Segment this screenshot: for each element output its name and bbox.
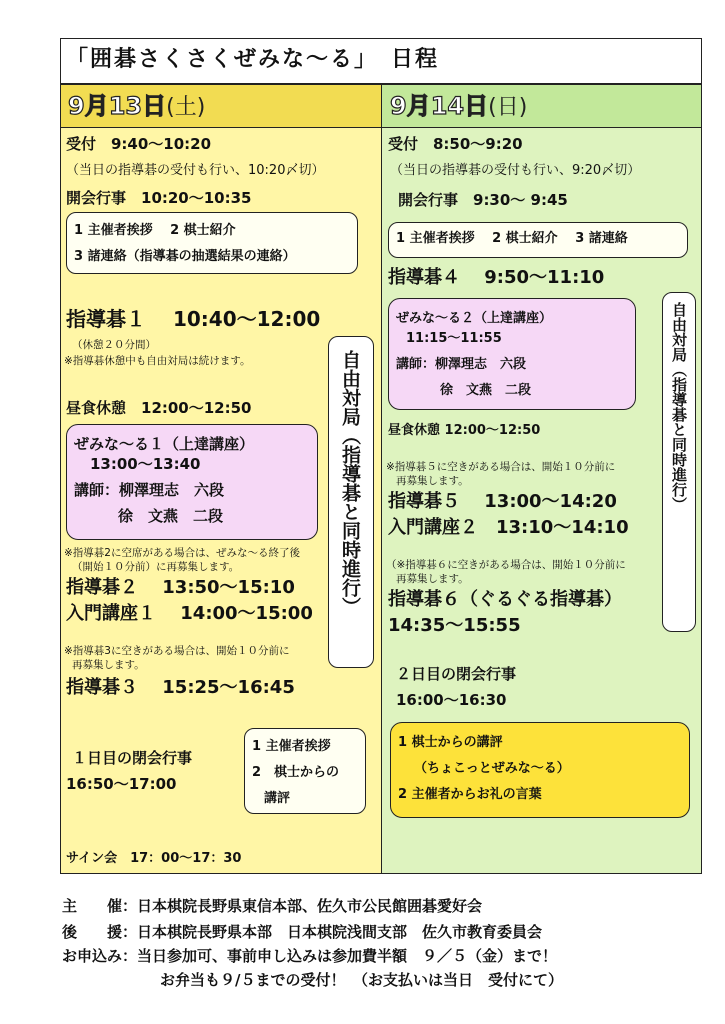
day1-closing-items-1: 1 主催者挨拶 xyxy=(252,739,331,754)
day1-game2-note2: （開始１０分前）に再募集します。 xyxy=(72,561,240,573)
day2-date xyxy=(390,86,527,128)
day2-weekday: (日) xyxy=(488,95,528,120)
day1-seminar-title: ぜみな～る１（上達講座） xyxy=(74,435,255,453)
day2-game5: 指導碁５ 13:00～14:20 xyxy=(388,491,617,512)
day2-date-text: 9月14日 xyxy=(390,92,489,120)
day1-reception: 受付 9:40～10:20 xyxy=(66,135,212,153)
day1-game1-note: ※指導碁休憩中も自由対局は続けます。 xyxy=(64,355,251,367)
day2-closing-items-3: 2 主催者からお礼の言葉 xyxy=(398,787,542,802)
day1-game3: 指導碁３ 15:25～16:45 xyxy=(66,677,295,698)
day2-game6: 指導碁６（ぐるぐる指導碁） xyxy=(388,589,622,610)
footer-apply xyxy=(62,946,557,966)
page-title: 「囲碁さくさくぜみな～る」 日程 xyxy=(66,47,440,72)
day2-game6-time: 14:35～15:55 xyxy=(388,615,521,636)
footer-support-label: 後 援： xyxy=(62,923,138,941)
day1-closing-items-3: 講評 xyxy=(264,791,291,806)
footer-host xyxy=(62,896,482,916)
day2-seminar-title: ぜみな～る２（上達講座） xyxy=(396,311,553,326)
day2-reception: 受付 8:50～9:20 xyxy=(388,135,523,153)
footer-support xyxy=(62,922,542,942)
footer-host-value: 日本棋院長野県東信本部、佐久市公民館囲碁愛好会 xyxy=(137,897,483,915)
day1-game1: 指導碁１ 10:40～12:00 xyxy=(66,307,321,331)
footer-apply-value1: 当日参加可、事前申し込みは参加費半額 ９／５（金）まで！ xyxy=(137,947,558,965)
day1-seminar-lecturer2: 徐 文燕 二段 xyxy=(118,507,224,525)
day2-seminar-lecturer2: 徐 文燕 二段 xyxy=(440,383,532,398)
day1-intro1: 入門講座１ 14:00～15:00 xyxy=(66,603,313,624)
day1-opening: 開会行事 10:20～10:35 xyxy=(66,189,252,207)
day1-reception-note: （当日の指導碁の受付も行い、10:20〆切） xyxy=(66,163,325,178)
day1-free-play: 自由対局（指導碁と同時進行） xyxy=(339,350,361,616)
day1-signing: サイン会 17：00～17：30 xyxy=(66,851,242,866)
day2-opening: 開会行事 9:30～ 9:45 xyxy=(398,191,568,209)
day2-free-play: 自由対局（指導碁と同時進行） xyxy=(670,302,688,512)
day2-game6-note1: （※指導碁６に空きがある場合は、開始１０分前に xyxy=(386,559,626,571)
day2-seminar-time: 11:15～11:55 xyxy=(406,331,502,346)
day2-seminar-lecturer1: 講師：柳澤理志 六段 xyxy=(396,357,527,372)
day2-game5-note2: 再募集します。 xyxy=(396,475,469,487)
day1-seminar-time: 13:00～13:40 xyxy=(90,455,201,473)
day1-game2-note1: ※指導碁2に空席がある場合は、ぜみな～る終了後 xyxy=(64,547,300,559)
day2-closing-title: ２日目の閉会行事 xyxy=(396,665,517,683)
day1-closing-title: １日目の閉会行事 xyxy=(72,749,193,767)
day1-game3-note2: 再募集します。 xyxy=(72,659,145,671)
day2-intro2: 入門講座２ 13:10～14:10 xyxy=(388,517,629,538)
day2-closing-time: 16:00～16:30 xyxy=(396,691,507,709)
day1-lunch: 昼食休憩 12:00～12:50 xyxy=(66,399,252,417)
day2-game4: 指導碁４ 9:50～11:10 xyxy=(388,267,605,288)
day1-weekday: (土) xyxy=(166,95,206,120)
day1-opening-items-2: 3 諸連絡（指導碁の抽選結果の連絡） xyxy=(74,249,296,264)
footer-host-label: 主 催： xyxy=(62,897,138,915)
day1-game3-note1: ※指導碁3に空きがある場合は、開始１０分前に xyxy=(64,645,290,657)
day1-game1-break: （休憩２０分間） xyxy=(72,339,156,351)
day2-closing-items-1: 1 棋士からの講評 xyxy=(398,735,503,750)
day1-closing-items-2: 2 棋士からの xyxy=(252,765,340,780)
day2-game6-note2: 再募集します。 xyxy=(396,573,469,585)
day1-opening-items-1: 1 主催者挨拶 2 棋士紹介 xyxy=(74,223,236,238)
day2-game5-note1: ※指導碁５に空きがある場合は、開始１０分前に xyxy=(386,461,616,473)
footer-apply-line2: お弁当も９/５までの受付！ （お支払いは当日 受付にて） xyxy=(160,971,563,989)
footer-apply-label: お申込み： xyxy=(62,947,138,965)
day2-opening-items: 1 主催者挨拶 2 棋士紹介 3 諸連絡 xyxy=(396,231,628,246)
day1-seminar-lecturer1: 講師：柳澤理志 六段 xyxy=(74,481,225,499)
day1-date-text: 9月13日 xyxy=(68,92,167,120)
day1-date xyxy=(68,86,205,128)
day2-lunch: 昼食休憩 12:00～12:50 xyxy=(388,423,541,438)
day2-reception-note: （当日の指導碁の受付も行い、9:20〆切） xyxy=(390,163,641,178)
day2-closing-items-2: （ちょこっとぜみな～る） xyxy=(414,761,570,776)
day1-closing-time: 16:50～17:00 xyxy=(66,775,177,793)
footer-support-value: 日本棋院長野県本部 日本棋院浅間支部 佐久市教育委員会 xyxy=(137,923,543,941)
day1-game2: 指導碁２ 13:50～15:10 xyxy=(66,577,295,598)
